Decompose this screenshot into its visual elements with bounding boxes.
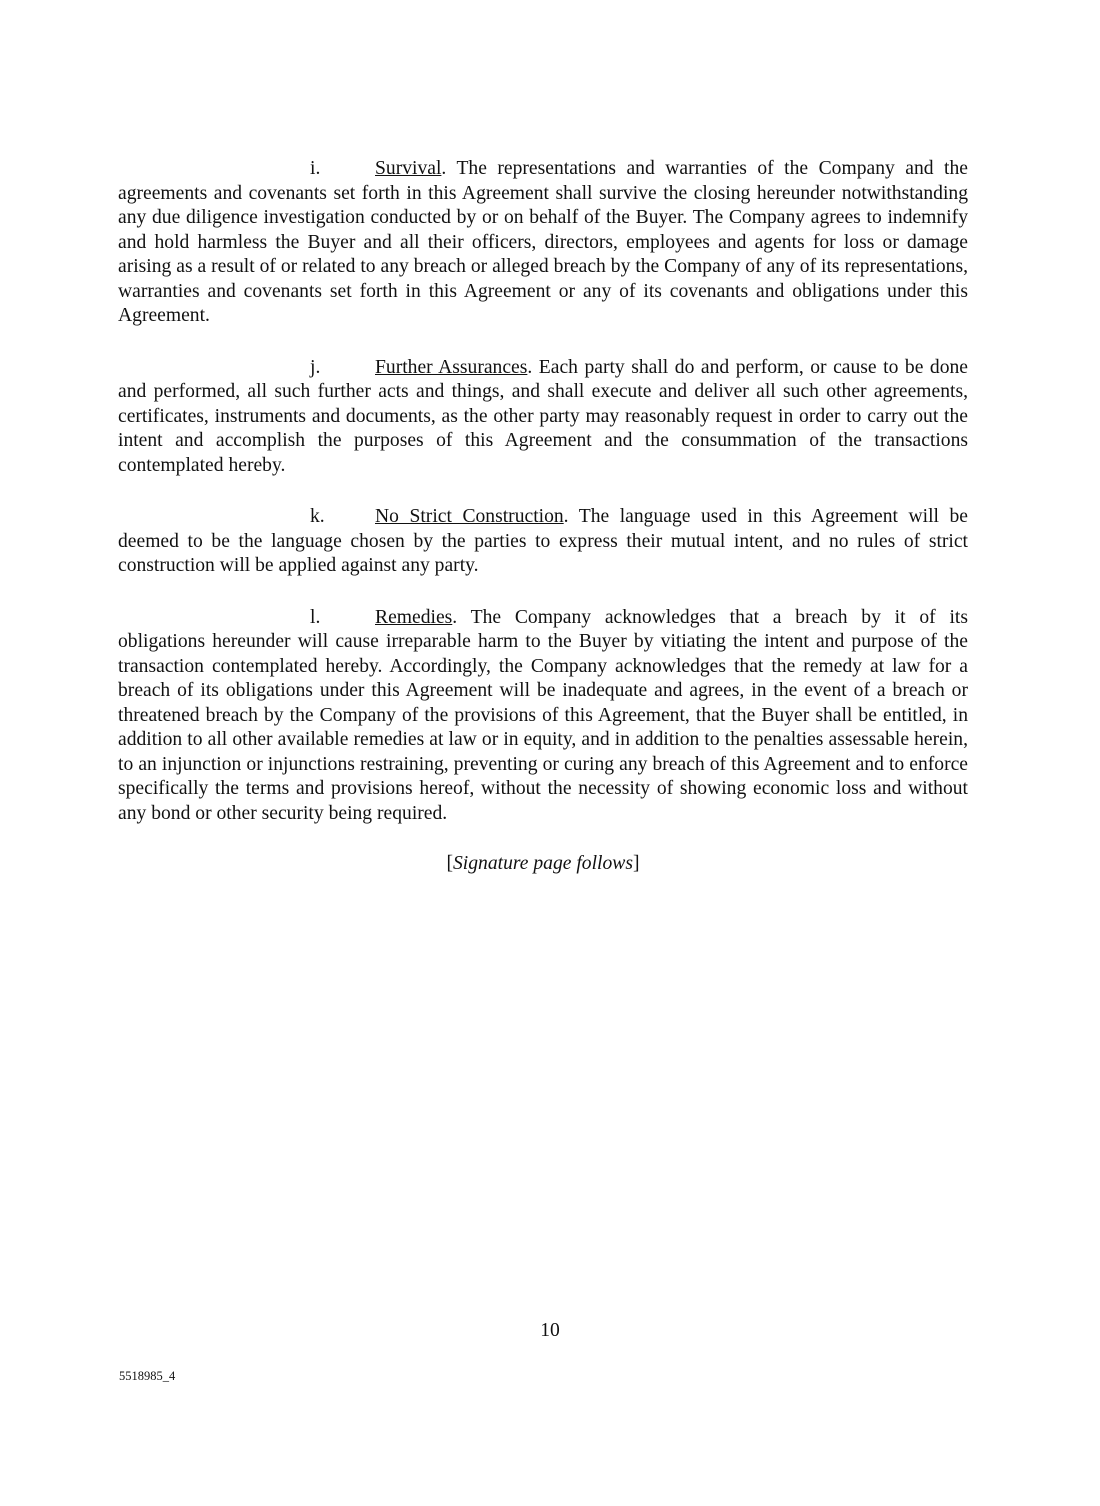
- section-heading: Survival: [375, 158, 442, 179]
- bracket-open: [: [446, 853, 453, 874]
- section-marker: l.: [310, 606, 321, 628]
- section-text: . The representations and warranties of the Company and the agreements and covenants set forth in this Agreement shall survive the closing hereunder notwithstanding any due diligence investigation conducted by or on behalf of the Buyer. The Company agrees to indemnify and hold harmless the Buyer and all their officers, directors, employees and agents for loss or damage arising as a result of or related to any breach or alleged breach by the Company of any of its representations, warranties and covenants set forth in this Agreement or any of its covenants and obligations under this Agreement.: [118, 158, 968, 326]
- section-no-strict-construction: [118, 505, 968, 579]
- signature-page-note: [118, 853, 968, 875]
- section-heading: Further Assurances: [375, 356, 528, 378]
- section-marker: i.: [310, 158, 321, 179]
- section-remedies: [118, 606, 968, 827]
- section-heading: No Strict Construction: [375, 506, 564, 527]
- signature-note-text: Signature page follows: [453, 853, 633, 874]
- section-survival: [118, 157, 968, 329]
- document-id: 5518985_4: [119, 1369, 176, 1383]
- document-body: [118, 157, 968, 875]
- section-heading: Remedies: [375, 606, 453, 628]
- section-further-assurances: [118, 356, 968, 479]
- section-text: . The language used in this Agreement will be deemed to be the language chosen by the parties to express their mutual intent, and no rules of strict construction will be applied against any party.: [118, 506, 968, 576]
- bracket-close: ]: [632, 853, 640, 874]
- page-number: 10: [540, 1320, 560, 1341]
- section-marker: j.: [310, 356, 321, 378]
- section-marker: k.: [310, 506, 325, 527]
- section-text: . Each party shall do and perform, or cause to be done and performed, all such further acts and things, and shall execute and deliver all such other agreements, certificates, instruments and documents, as the other party may reasonably request in order to carry out the intent and accomplish the purposes of this Agreement and the consummation of the transactions contemplated hereby.: [118, 356, 968, 476]
- section-text: . The Company acknowledges that a breach by it of its obligations hereunder will cause irreparable harm to the Buyer by vitiating the intent and purpose of the transaction contemplated hereby. Accordingly, the Company acknowledges that the remedy at law for a breach of its obligations under this Agreement will be inadequate and agrees, in the event of a breach or threatened breach by the Company of the provisions of this Agreement, that the Buyer shall be entitled, in addition to all other available remedies at law or in equity, and in addition to the penalties assessable herein, to an injunction or injunctions restraining, preventing or curing any breach of this Agreement and to enforce specifically the terms and provisions hereof, without the necessity of showing economic loss and without any bond or other security being required.: [118, 606, 968, 824]
